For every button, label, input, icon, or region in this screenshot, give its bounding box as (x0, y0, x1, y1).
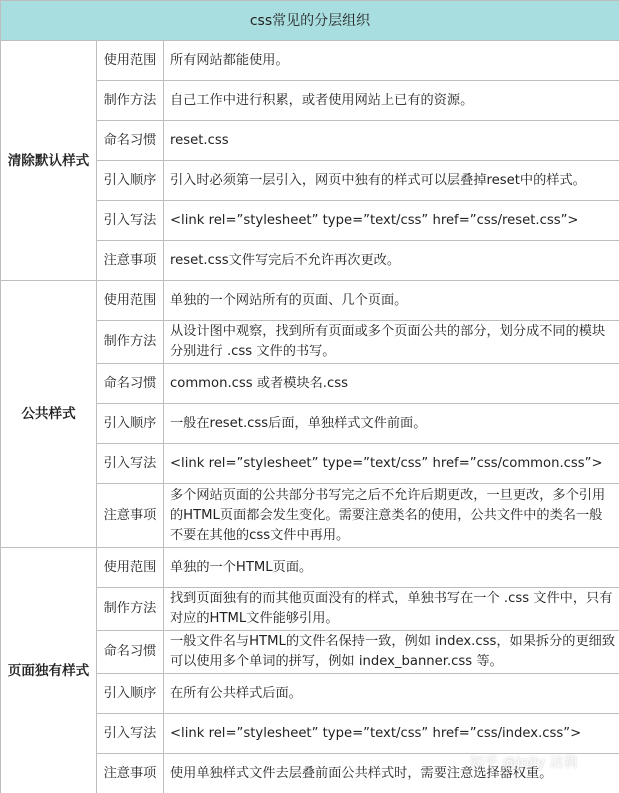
value-cell: 引入时必须第一层引入，网页中独有的样式可以层叠掉reset中的样式。 (164, 161, 619, 201)
attribute-cell: 引入写法 (97, 444, 164, 484)
table-title: css常见的分层组织 (1, 1, 619, 41)
attribute-cell: 引入写法 (97, 714, 164, 754)
category-cell: 页面独有样式 (1, 548, 97, 793)
category-cell: 公共样式 (1, 281, 97, 548)
attribute-cell: 命名习惯 (97, 631, 164, 674)
watermark: 知乎 @Jolly 洁莉 (470, 755, 578, 771)
attribute-cell: 引入顺序 (97, 674, 164, 714)
table-header-row (1, 1, 619, 41)
attribute-cell: 使用范围 (97, 41, 164, 81)
attribute-cell: 引入顺序 (97, 161, 164, 201)
attribute-cell: 使用范围 (97, 281, 164, 321)
value-cell: 在所有公共样式后面。 (164, 674, 619, 714)
value-cell: <link rel=”stylesheet” type=”text/css” href=”css/common.css”> (164, 444, 619, 484)
value-cell: <link rel=”stylesheet” type=”text/css” href=”css/index.css”> (164, 714, 619, 754)
attribute-cell: 使用范围 (97, 548, 164, 588)
attribute-cell: 命名习惯 (97, 364, 164, 404)
category-cell: 清除默认样式 (1, 41, 97, 281)
value-cell: common.css 或者模块名.css (164, 364, 619, 404)
value-cell: 一般在reset.css后面，单独样式文件前面。 (164, 404, 619, 444)
table-row (1, 281, 619, 321)
attribute-cell: 命名习惯 (97, 121, 164, 161)
table-row (1, 41, 619, 81)
attribute-cell: 制作方法 (97, 81, 164, 121)
attribute-cell: 制作方法 (97, 321, 164, 364)
value-cell: 单独的一个HTML页面。 (164, 548, 619, 588)
attribute-cell: 引入写法 (97, 201, 164, 241)
table-row (1, 548, 619, 588)
value-cell: reset.css文件写完后不允许再次更改。 (164, 241, 619, 281)
attribute-cell: 注意事项 (97, 484, 164, 548)
value-cell: 从设计图中观察，找到所有页面或多个页面公共的部分，划分成不同的模块分别进行 .css 文件的书写。 (164, 321, 619, 364)
value-cell: 一般文件名与HTML的文件名保持一致，例如 index.css，如果拆分的更细致可以使用多个单词的拼写，例如 index_banner.css 等。 (164, 631, 619, 674)
value-cell: 所有网站都能使用。 (164, 41, 619, 81)
value-cell: 单独的一个网站所有的页面、几个页面。 (164, 281, 619, 321)
value-cell: reset.css (164, 121, 619, 161)
value-cell: <link rel=”stylesheet” type=”text/css” href=”css/reset.css”> (164, 201, 619, 241)
attribute-cell: 制作方法 (97, 588, 164, 631)
attribute-cell: 引入顺序 (97, 404, 164, 444)
value-cell: 多个网站页面的公共部分书写完之后不允许后期更改，一旦更改，多个引用的HTML页面都会发生变化。需要注意类名的使用，公共文件中的类名一般不要在其他的css文件中再用。 (164, 484, 619, 548)
value-cell: 使用单独样式文件去层叠前面公共样式时，需要注意选择器权重。 (164, 754, 619, 793)
attribute-cell: 注意事项 (97, 241, 164, 281)
value-cell: 找到页面独有的而其他页面没有的样式，单独书写在一个 .css 文件中，只有对应的HTML文件能够引用。 (164, 588, 619, 631)
value-cell: 自己工作中进行积累，或者使用网站上已有的资源。 (164, 81, 619, 121)
attribute-cell: 注意事项 (97, 754, 164, 793)
